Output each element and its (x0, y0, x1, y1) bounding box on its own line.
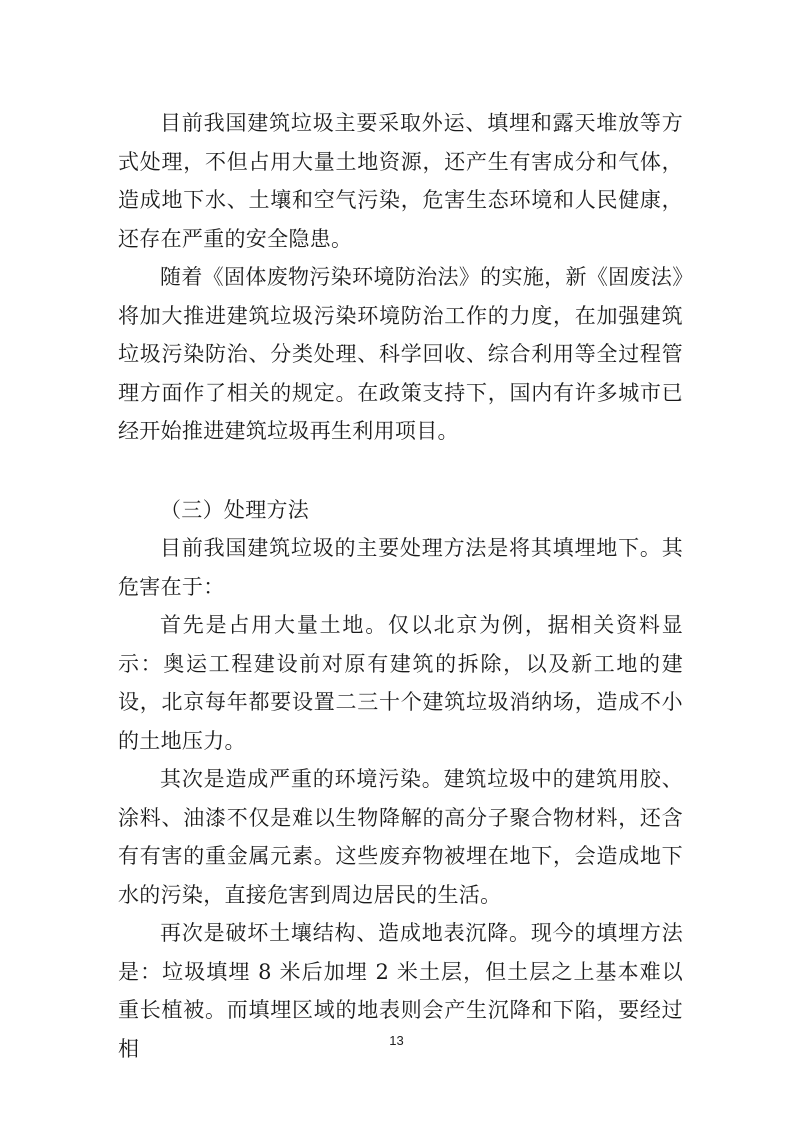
paragraph-disposal-status: 目前我国建筑垃圾主要采取外运、填埋和露天堆放等方式处理，不但占用大量土地资源，还产生有害成分和气体，造成地下水、土壤和空气污染，危害生态环境和人民健康，还存在严重的安全隐患。 (118, 111, 683, 251)
paragraph-soil-damage: 再次是破坏土壤结构、造成地表沉降。现今的填埋方法是：垃圾填埋 8 米后加埋 2 米土层，但土层之上基本难以重长植被。而填埋区域的地表则会产生沉降和下陷，要经过相 (118, 921, 683, 1061)
paragraph-pollution: 其次是造成严重的环境污染。建筑垃圾中的建筑用胶、涂料、油漆不仅是难以生物降解的高分子聚合物材料，还含有有害的重金属元素。这些废弃物被埋在地下，会造成地下水的污染，直接危害到周边居民的生活。 (118, 767, 683, 907)
section-heading: （三）处理方法 (160, 497, 310, 522)
page-body (118, 104, 683, 1068)
paragraph-land-use: 首先是占用大量土地。仅以北京为例，据相关资料显示：奥运工程建设前对原有建筑的拆除，以及新工地的建设，北京每年都要设置二三十个建筑垃圾消纳场，造成不小的土地压力。 (118, 613, 683, 753)
paragraph-main-method: 目前我国建筑垃圾的主要处理方法是将其填埋地下。其危害在于： (118, 536, 683, 599)
paragraph-policy: 随着《固体废物污染环境防治法》的实施，新《固废法》将加大推进建筑垃圾污染环境防治工作的力度，在加强建筑垃圾污染防治、分类处理、科学回收、综合利用等全过程管理方面作了相关的规定。在政策支持下，国内有许多城市已经开始推进建筑垃圾再生利用项目。 (118, 265, 683, 443)
page-number: 13 (389, 1033, 404, 1048)
section-spacer (118, 451, 683, 491)
